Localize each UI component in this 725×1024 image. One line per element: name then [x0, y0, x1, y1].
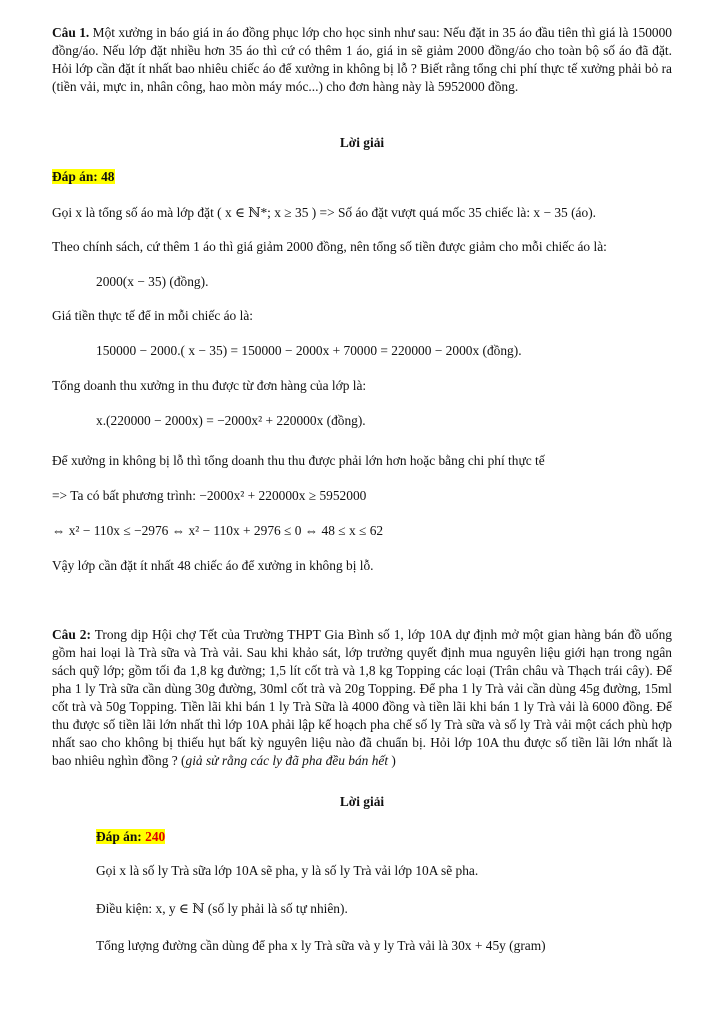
answer-1	[52, 168, 672, 186]
answer-2-value: 240	[145, 829, 166, 844]
solution-heading-1: Lời giải	[339, 135, 385, 150]
q1-line-1: Gọi x là tổng số áo mà lớp đặt ( x ∈ ℕ*; x ≥ 35 ) => Số áo đặt vượt quá mốc 35 chiếc là: x − 35 (áo).	[52, 205, 597, 220]
question-2-note: giả sử rằng các ly đã pha đều bán hết	[185, 753, 389, 768]
question-2-note-end: )	[388, 753, 396, 768]
answer-1-label: Đáp án: 48	[52, 169, 115, 184]
q1-line-6: Tổng doanh thu xưởng in thu được từ đơn hàng của lớp là:	[52, 378, 367, 393]
question-2-text: Trong dịp Hội chợ Tết của Trường THPT Gia Bình số 1, lớp 10A dự định mở một gian hàng bán đồ uống gồm hai loại là Trà sữa và Trà vải. Sau khi khảo sát, lớp trưởng quyết định mua nguyên liệu giới hạn trong ngân sách quỹ lớp; gồm tối đa 1,8 kg đường; 1,5 lít cốt trà và 1,8 kg Topping các loại (Trân châu và Thạch trái cây). Để pha 1 ly Trà sữa cần dùng 30g đường, 30ml cốt trà và 20g Topping. Để pha 1 ly Trà vải cần dùng 45g đường, 15ml cốt trà và 50g Topping. Tiền lãi khi bán 1 ly Trà Sữa là 4000 đồng và tiền lãi khi bán 1 ly Trà vải là 6000 đồng. Để thu được số tiền lãi lớn nhất thì lớp 10A phải lập kế hoạch pha chế số ly Trà sữa và số ly Trà vải một cách phù hợp nhất sao cho không bị thiếu hụt bất kỳ nguyên liệu nào đã chuẩn bị. Hỏi lớp 10A thu được số tiền lãi lớn nhất là bao nhiêu nghìn đồng ? (	[52, 627, 672, 768]
q1-line-9: => Ta có bất phương trình: −2000x² + 220000x ≥ 5952000	[52, 488, 367, 503]
question-2	[52, 626, 672, 770]
q1-line-7: x.(220000 − 2000x) = −2000x² + 220000x (đồng).	[96, 413, 366, 428]
q1-line-11: Vậy lớp cần đặt ít nhất 48 chiếc áo để xưởng in không bị lỗ.	[52, 558, 374, 573]
q1-line-4: Giá tiền thực tế để in mỗi chiếc áo là:	[52, 308, 253, 323]
q1-line-8: Để xưởng in không bị lỗ thì tổng doanh thu thu được phải lớn hơn hoặc bằng chi phí thực tế	[52, 453, 545, 468]
q2-line-1: Gọi x là số ly Trà sữa lớp 10A sẽ pha, y là số ly Trà vải lớp 10A sẽ pha.	[96, 863, 479, 878]
question-1	[52, 24, 672, 96]
answer-2-label-text: Đáp án:	[96, 829, 146, 844]
q1-line-5: 150000 − 2000.( x − 35) = 150000 − 2000x + 70000 = 220000 − 2000x (đồng).	[96, 343, 522, 358]
q1-line-10: ⇔ x² − 110x ≤ −2976 ⇔ x² − 110x + 2976 ≤ 0 ⇔ 48 ≤ x ≤ 62	[52, 523, 384, 538]
answer-2-label	[96, 829, 165, 844]
q1-line-2: Theo chính sách, cứ thêm 1 áo thì giá giảm 2000 đồng, nên tổng số tiền được giảm cho mỗi chiếc áo là:	[52, 239, 607, 254]
question-1-label: Câu 1.	[52, 25, 90, 40]
q1-line-3: 2000(x − 35) (đồng).	[96, 274, 209, 289]
solution-heading-2: Lời giải	[339, 794, 385, 809]
answer-2	[52, 828, 716, 846]
q2-line-3: Tổng lượng đường cần dùng để pha x ly Trà sữa và y ly Trà vải là 30x + 45y (gram)	[96, 938, 546, 953]
question-1-text: Một xưởng in báo giá in áo đồng phục lớp cho học sinh như sau: Nếu đặt in 35 áo đầu tiên thì giá là 150000 đồng/áo. Nếu lớp đặt nhiều hơn 35 áo thì cứ có thêm 1 áo, giá in sẽ giảm 2000 đồng/áo cho toàn bộ số áo đã đặt. Hỏi lớp cần đặt ít nhất bao nhiêu chiếc áo để xưởng in không bị lỗ ? Biết rằng tổng chi phí thực tế xưởng phải bỏ ra (tiền vải, mực in, nhân công, hao mòn máy móc...) cho đơn hàng này là 5952000 đồng.	[52, 25, 672, 94]
q2-line-2: Điều kiện: x, y ∈ ℕ (số ly phải là số tự nhiên).	[96, 901, 348, 916]
question-2-label: Câu 2:	[52, 627, 91, 642]
